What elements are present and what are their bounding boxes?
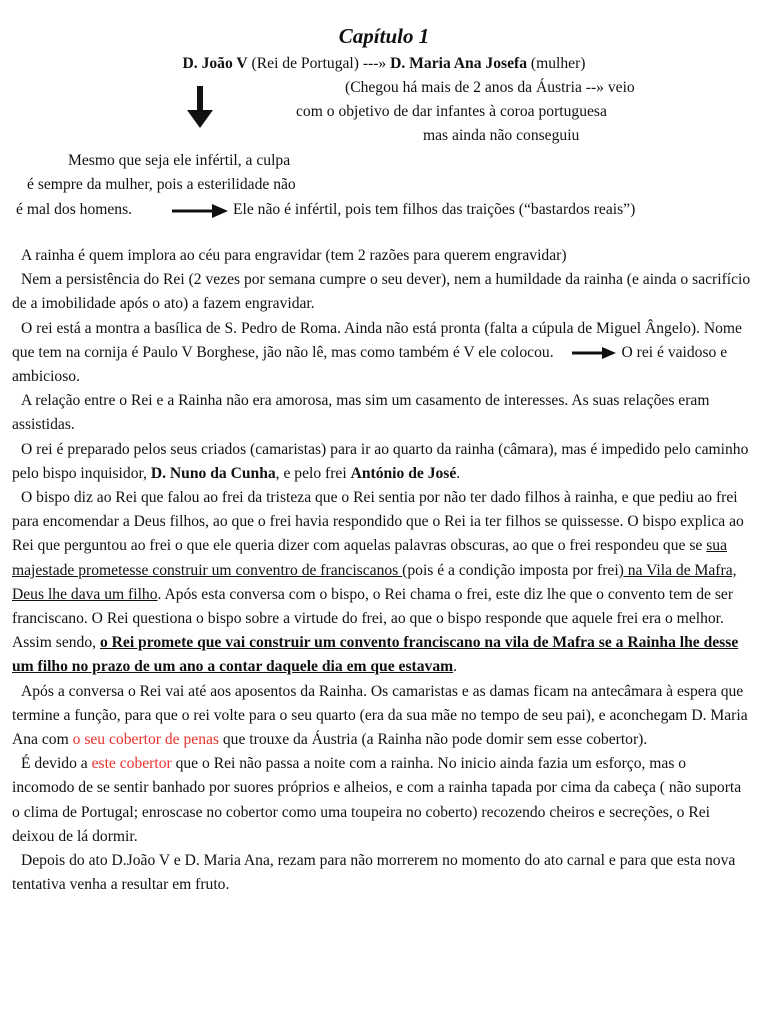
mafra-underlined: ) na Vila de Mafra, Deus lhe dava um filho (12, 561, 737, 603)
paragraph-5-join: , e pelo frei (275, 464, 351, 482)
paragraph-5-end: . (456, 464, 461, 482)
queen-name: D. Maria Ana Josefa (390, 55, 527, 72)
left-line-1: Mesmo que seja ele infértil, a culpa (68, 152, 291, 169)
basilica-text: O rei está a montra a basílica de S. Pedro de Roma. Ainda não está pronta (falta a cúpula de Miguel Ângelo). Nome que tem na cornija é Paulo V Borghese, jão não lê, mas como também é V ele colocou. (12, 319, 742, 361)
king-promise: o Rei promete que vai construir um convento franciscano na vila de Mafra se a Rainha lhe desse um filho no prazo de um ano a contar daquele dia em que estavam (12, 634, 739, 676)
paragraph-6-end: . (453, 658, 458, 676)
queen-role: (mulher) (527, 55, 586, 72)
vanity-conclusion: O rei é vaidoso e ambicioso. (12, 343, 728, 386)
paragraph-7-end: que trouxe da Áustria (a Rainha não pode domir sem esse cobertor). (218, 731, 648, 749)
left-line-2: é sempre da mulher, pois a esterilidade não (27, 176, 296, 193)
condition-note: (pois é a condição imposta por frei (402, 561, 619, 579)
paragraph-8-start: É devido a (21, 755, 92, 773)
paragraph-7 (12, 680, 752, 753)
king-role: (Rei de Portugal) ---» (247, 55, 391, 72)
paragraph-5 (12, 438, 752, 486)
feather-blanket-highlight: o seu cobertor de penas (72, 731, 219, 749)
header-note-2: com o objetivo de dar infantes à coroa portuguesa (296, 103, 607, 120)
paragraph-1: A rainha é quem implora ao céu para engravidar (tem 2 razões para querem engravidar) (21, 247, 567, 264)
paragraph-7-text: Após a conversa o Rei vai até aos aposentos da Rainha. Os camaristas e as damas ficam na antecâmara à espera que termine a função, para que o rei volte para o seu quarto (era da sua mãe no tempo de seu pai), e aconchegam D. Maria Ana com (12, 682, 748, 749)
paragraph-6-continuation: . Após esta conversa com o bispo, o Rei chama o frei, este diz lhe que o convento tem de ser franciscano. O Rei questiona o bispo sobre a virtude do frei, ao que o bispo responde que aquele frei era o melhor. Assim sendo, (12, 585, 734, 652)
paragraph-9: Depois do ato D.João V e D. Maria Ana, rezam para não morrerem no momento do ato carnal e para que esta nova tentativa venha a resultar em fruto. (12, 852, 736, 894)
paragraph-6 (12, 486, 752, 680)
header-line (0, 54, 768, 74)
paragraph-8 (12, 752, 752, 849)
bishop-name: D. Nuno da Cunha (150, 464, 276, 482)
condition-underlined: sua majestade prometesse construir um conventro de franciscanos (12, 537, 728, 579)
paragraph-4: A relação entre o Rei e a Rainha não era amorosa, mas sim um casamento de interesses. As suas relações eram assistidas. (12, 392, 710, 434)
header-note-1: (Chegou há mais de 2 anos da Áustria --» veio (345, 79, 635, 96)
arrow-down-icon (185, 86, 215, 130)
paragraph-2: Nem a persistência do Rei (2 vezes por semana cumpre o seu dever), nem a humildade da rainha (e ainda o sacrifício de a imobilidade após o ato) a fazem engravidar. (12, 271, 751, 313)
friar-name: António de José (350, 464, 457, 482)
left-line-3: é mal dos homens. (16, 201, 133, 218)
arrow-right-icon (572, 346, 616, 360)
paragraph-5-text: O rei é preparado pelos seus criados (camaristas) para ir ao quarto da rainha (câmara), mas é impedido pelo caminho pelo bispo inquisidor, (12, 440, 749, 482)
paragraph-8-text: que o Rei não passa a noite com a rainha. No inicio ainda fazia um esforço, mas o incomodo de se sentir banhado por suores próprios e alheios, e com a rainha tapada por cima da cabeça ( não suporta o clima de Portugal; enroscase no cobertor como uma toupeira no coberto) recozendo cheiros e secreções, o Rei deixou de lá dormir. (12, 755, 742, 845)
chapter-title: Capítulo 1 (338, 24, 430, 48)
infertility-conclusion: Ele não é infértil, pois tem filhos das traições (“bastardos reais”) (233, 201, 636, 218)
king-name: D. João V (182, 55, 248, 72)
header-note-3: mas ainda não conseguiu (423, 127, 580, 144)
summary-body (12, 244, 752, 897)
paragraph-3 (12, 317, 752, 390)
arrow-right-icon (172, 203, 228, 219)
blanket-highlight: este cobertor (91, 755, 172, 773)
paragraph-6-text: O bispo diz ao Rei que falou ao frei da tristeza que o Rei sentia por não ter dado filhos à rainha, e que pediu ao frei para encomendar a Deus filhos, ao que o frei havia respondido que o Rei ia ter filhos se quissesse. O bispo explica ao Rei que perguntou ao frei o que ele queria dizer com aquelas palavras obscuras, ao que o frei respondeu que se (12, 489, 744, 555)
